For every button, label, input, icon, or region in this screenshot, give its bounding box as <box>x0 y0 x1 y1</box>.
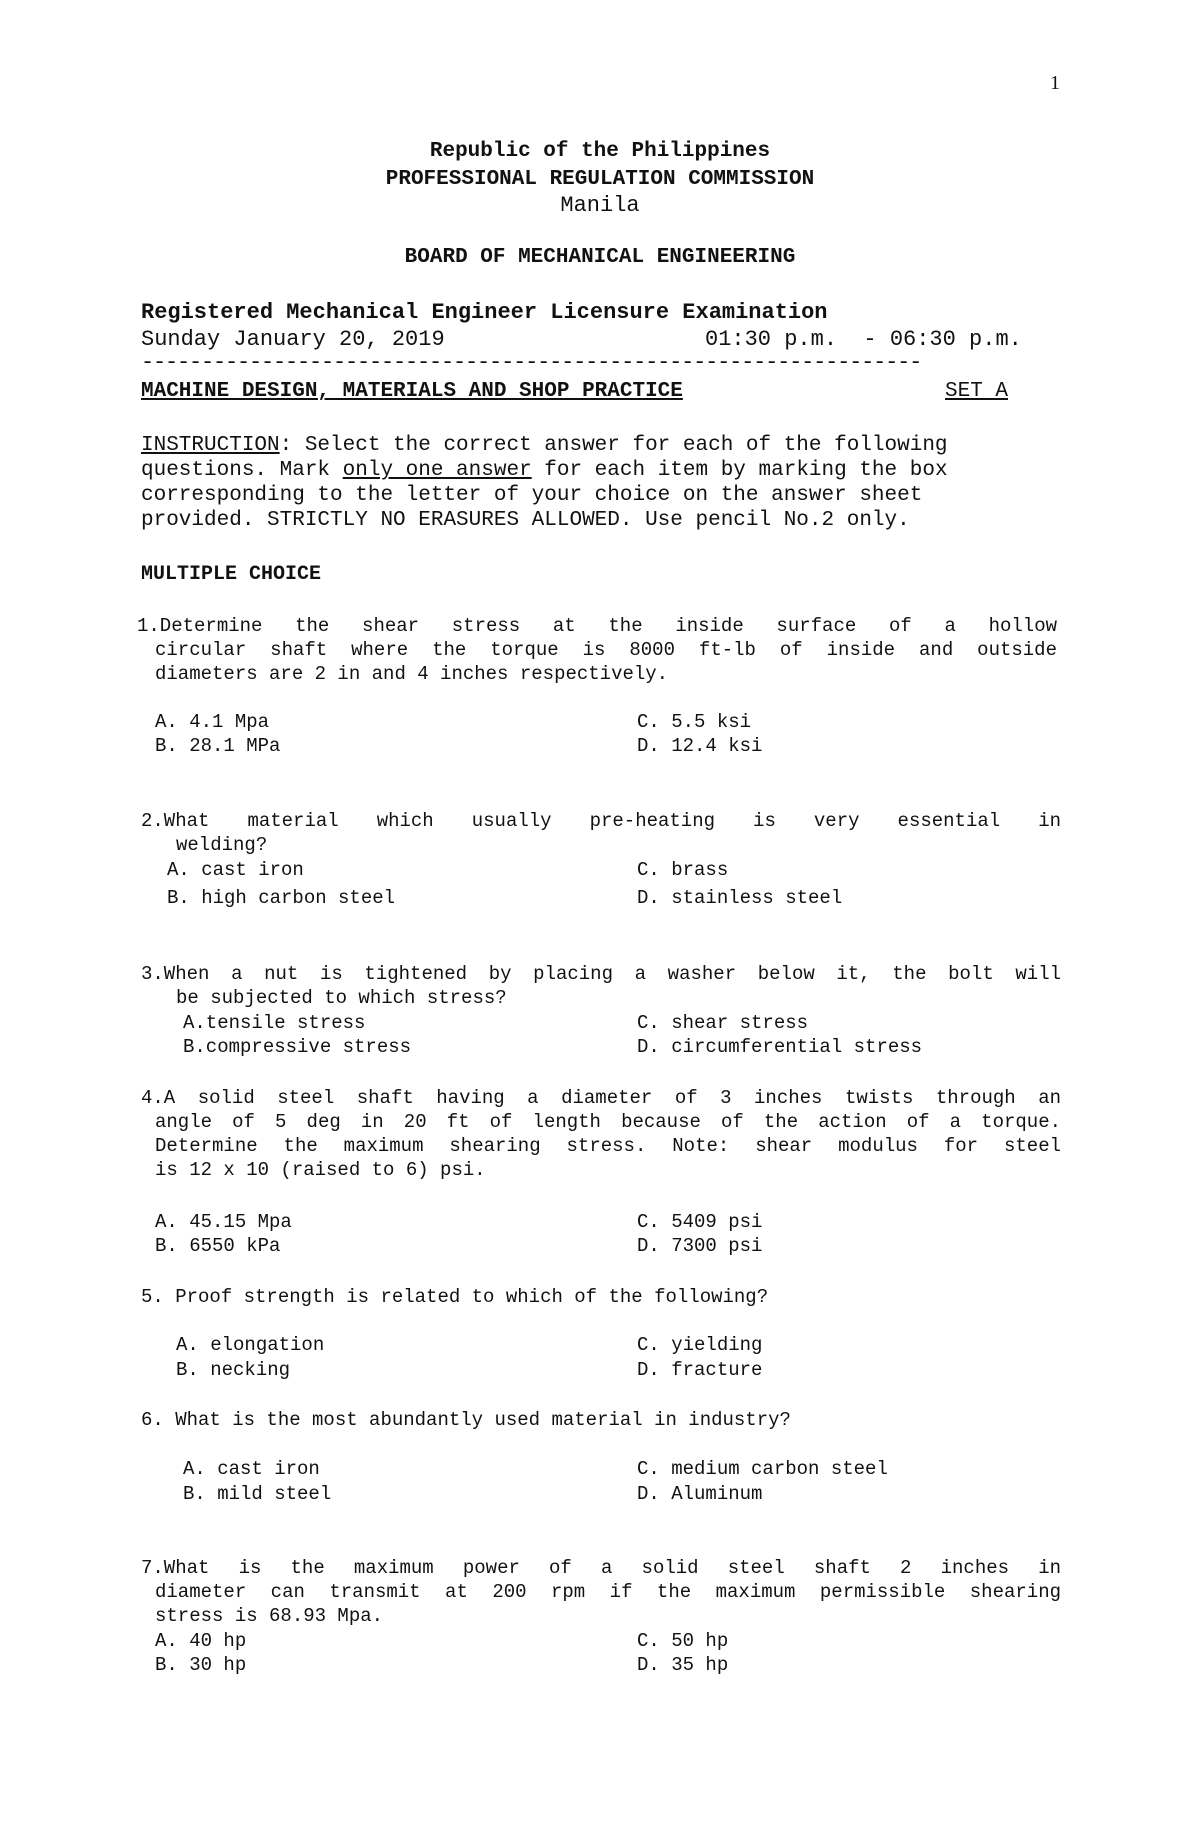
question-6-option-b: B. mild steel <box>183 1483 332 1505</box>
exam-divider: ----------------------------------------------------------------- <box>141 350 922 375</box>
question-6-option-a: A. cast iron <box>183 1458 320 1480</box>
question-3-line-2: be subjected to which stress? <box>176 987 507 1009</box>
question-2-line-1: 2.What material which usually pre-heating is very essential in <box>141 810 1061 832</box>
question-2-option-b: B. high carbon steel <box>167 887 396 909</box>
question-6-option-d: D. Aluminum <box>637 1483 763 1505</box>
question-1-line-3: diameters are 2 in and 4 inches respectively. <box>155 663 669 685</box>
question-4-option-b: B. 6550 kPa <box>155 1235 281 1257</box>
question-3-option-c: C. shear stress <box>637 1012 809 1034</box>
question-5-option-d: D. fracture <box>637 1359 763 1381</box>
question-2-option-a: A. cast iron <box>167 859 304 881</box>
question-2-option-d: D. stainless steel <box>637 887 843 909</box>
instruction-line-4: provided. STRICTLY NO ERASURES ALLOWED. Use pencil No.2 only. <box>141 509 910 532</box>
question-3-line-1: 3.When a nut is tightened by placing a washer below it, the bolt will <box>141 963 1061 985</box>
question-1-option-a: A. 4.1 Mpa <box>155 711 270 733</box>
question-6-line-1: 6. What is the most abundantly used material in industry? <box>141 1409 791 1431</box>
question-7-line-1: 7.What is the maximum power of a solid steel shaft 2 inches in <box>141 1557 1061 1579</box>
header-board: BOARD OF MECHANICAL ENGINEERING <box>404 246 796 269</box>
exam-time: 01:30 p.m. - 06:30 p.m. <box>705 327 1022 352</box>
question-7-line-3: stress is 68.93 Mpa. <box>155 1605 384 1627</box>
exam-date: Sunday January 20, 2019 <box>141 327 445 352</box>
instruction-line-3: corresponding to the letter of your choice on the answer sheet <box>141 484 923 507</box>
question-7-option-d: D. 35 hp <box>637 1654 729 1676</box>
question-4-line-3: Determine the maximum shearing stress. Note: shear modulus for steel <box>155 1135 1061 1157</box>
question-3-option-d: D. circumferential stress <box>637 1036 923 1058</box>
question-1-line-2: circular shaft where the torque is 8000 ft-lb of inside and outside <box>155 639 1057 661</box>
question-7-option-c: C. 50 hp <box>637 1630 729 1652</box>
question-4-option-a: A. 45.15 Mpa <box>155 1211 292 1233</box>
header-city: Manila <box>560 193 640 218</box>
question-7-option-a: A. 40 hp <box>155 1630 247 1652</box>
question-7-option-b: B. 30 hp <box>155 1654 247 1676</box>
page-number: 1 <box>1050 72 1060 94</box>
question-5-option-b: B. necking <box>176 1359 291 1381</box>
question-4-line-4: is 12 x 10 (raised to 6) psi. <box>155 1159 486 1181</box>
question-2-option-c: C. brass <box>637 859 729 881</box>
question-4-option-c: C. 5409 psi <box>637 1211 763 1233</box>
question-4-option-d: D. 7300 psi <box>637 1235 763 1257</box>
header-agency: PROFESSIONAL REGULATION COMMISSION <box>385 168 815 191</box>
question-5-line-1: 5. Proof strength is related to which of the following? <box>141 1286 769 1308</box>
subject-title: MACHINE DESIGN, MATERIALS AND SHOP PRACTICE <box>141 380 683 403</box>
question-4-line-1: 4.A solid steel shaft having a diameter of 3 inches twists through an <box>141 1087 1061 1109</box>
set-label: SET A <box>945 380 1009 403</box>
question-1-option-b: B. 28.1 MPa <box>155 735 281 757</box>
instruction-emphasis: only one answer <box>342 459 532 482</box>
exam-title: Registered Mechanical Engineer Licensure Examination <box>141 300 828 325</box>
question-4-line-2: angle of 5 deg in 20 ft of length because of the action of a torque. <box>155 1111 1061 1133</box>
question-1-line-1: 1.Determine the shear stress at the inside surface of a hollow <box>137 615 1057 637</box>
question-1-option-d: D. 12.4 ksi <box>637 735 763 757</box>
header-country: Republic of the Philippines <box>429 140 771 163</box>
question-3-option-b: B.compressive stress <box>183 1036 412 1058</box>
question-3-option-a: A.tensile stress <box>183 1012 366 1034</box>
question-2-line-2: welding? <box>176 834 268 856</box>
instruction-line-2: questions. Mark only one answer for each item by marking the box <box>141 459 948 482</box>
question-6-option-c: C. medium carbon steel <box>637 1458 888 1480</box>
instruction-label: INSTRUCTION <box>141 434 280 457</box>
question-5-option-a: A. elongation <box>176 1334 325 1356</box>
question-5-option-c: C. yielding <box>637 1334 763 1356</box>
question-1-option-c: C. 5.5 ksi <box>637 711 752 733</box>
section-title: MULTIPLE CHOICE <box>141 563 322 586</box>
instruction-line-1: INSTRUCTION: Select the correct answer for each of the following <box>141 434 948 457</box>
question-7-line-2: diameter can transmit at 200 rpm if the maximum permissible shearing <box>155 1581 1061 1603</box>
